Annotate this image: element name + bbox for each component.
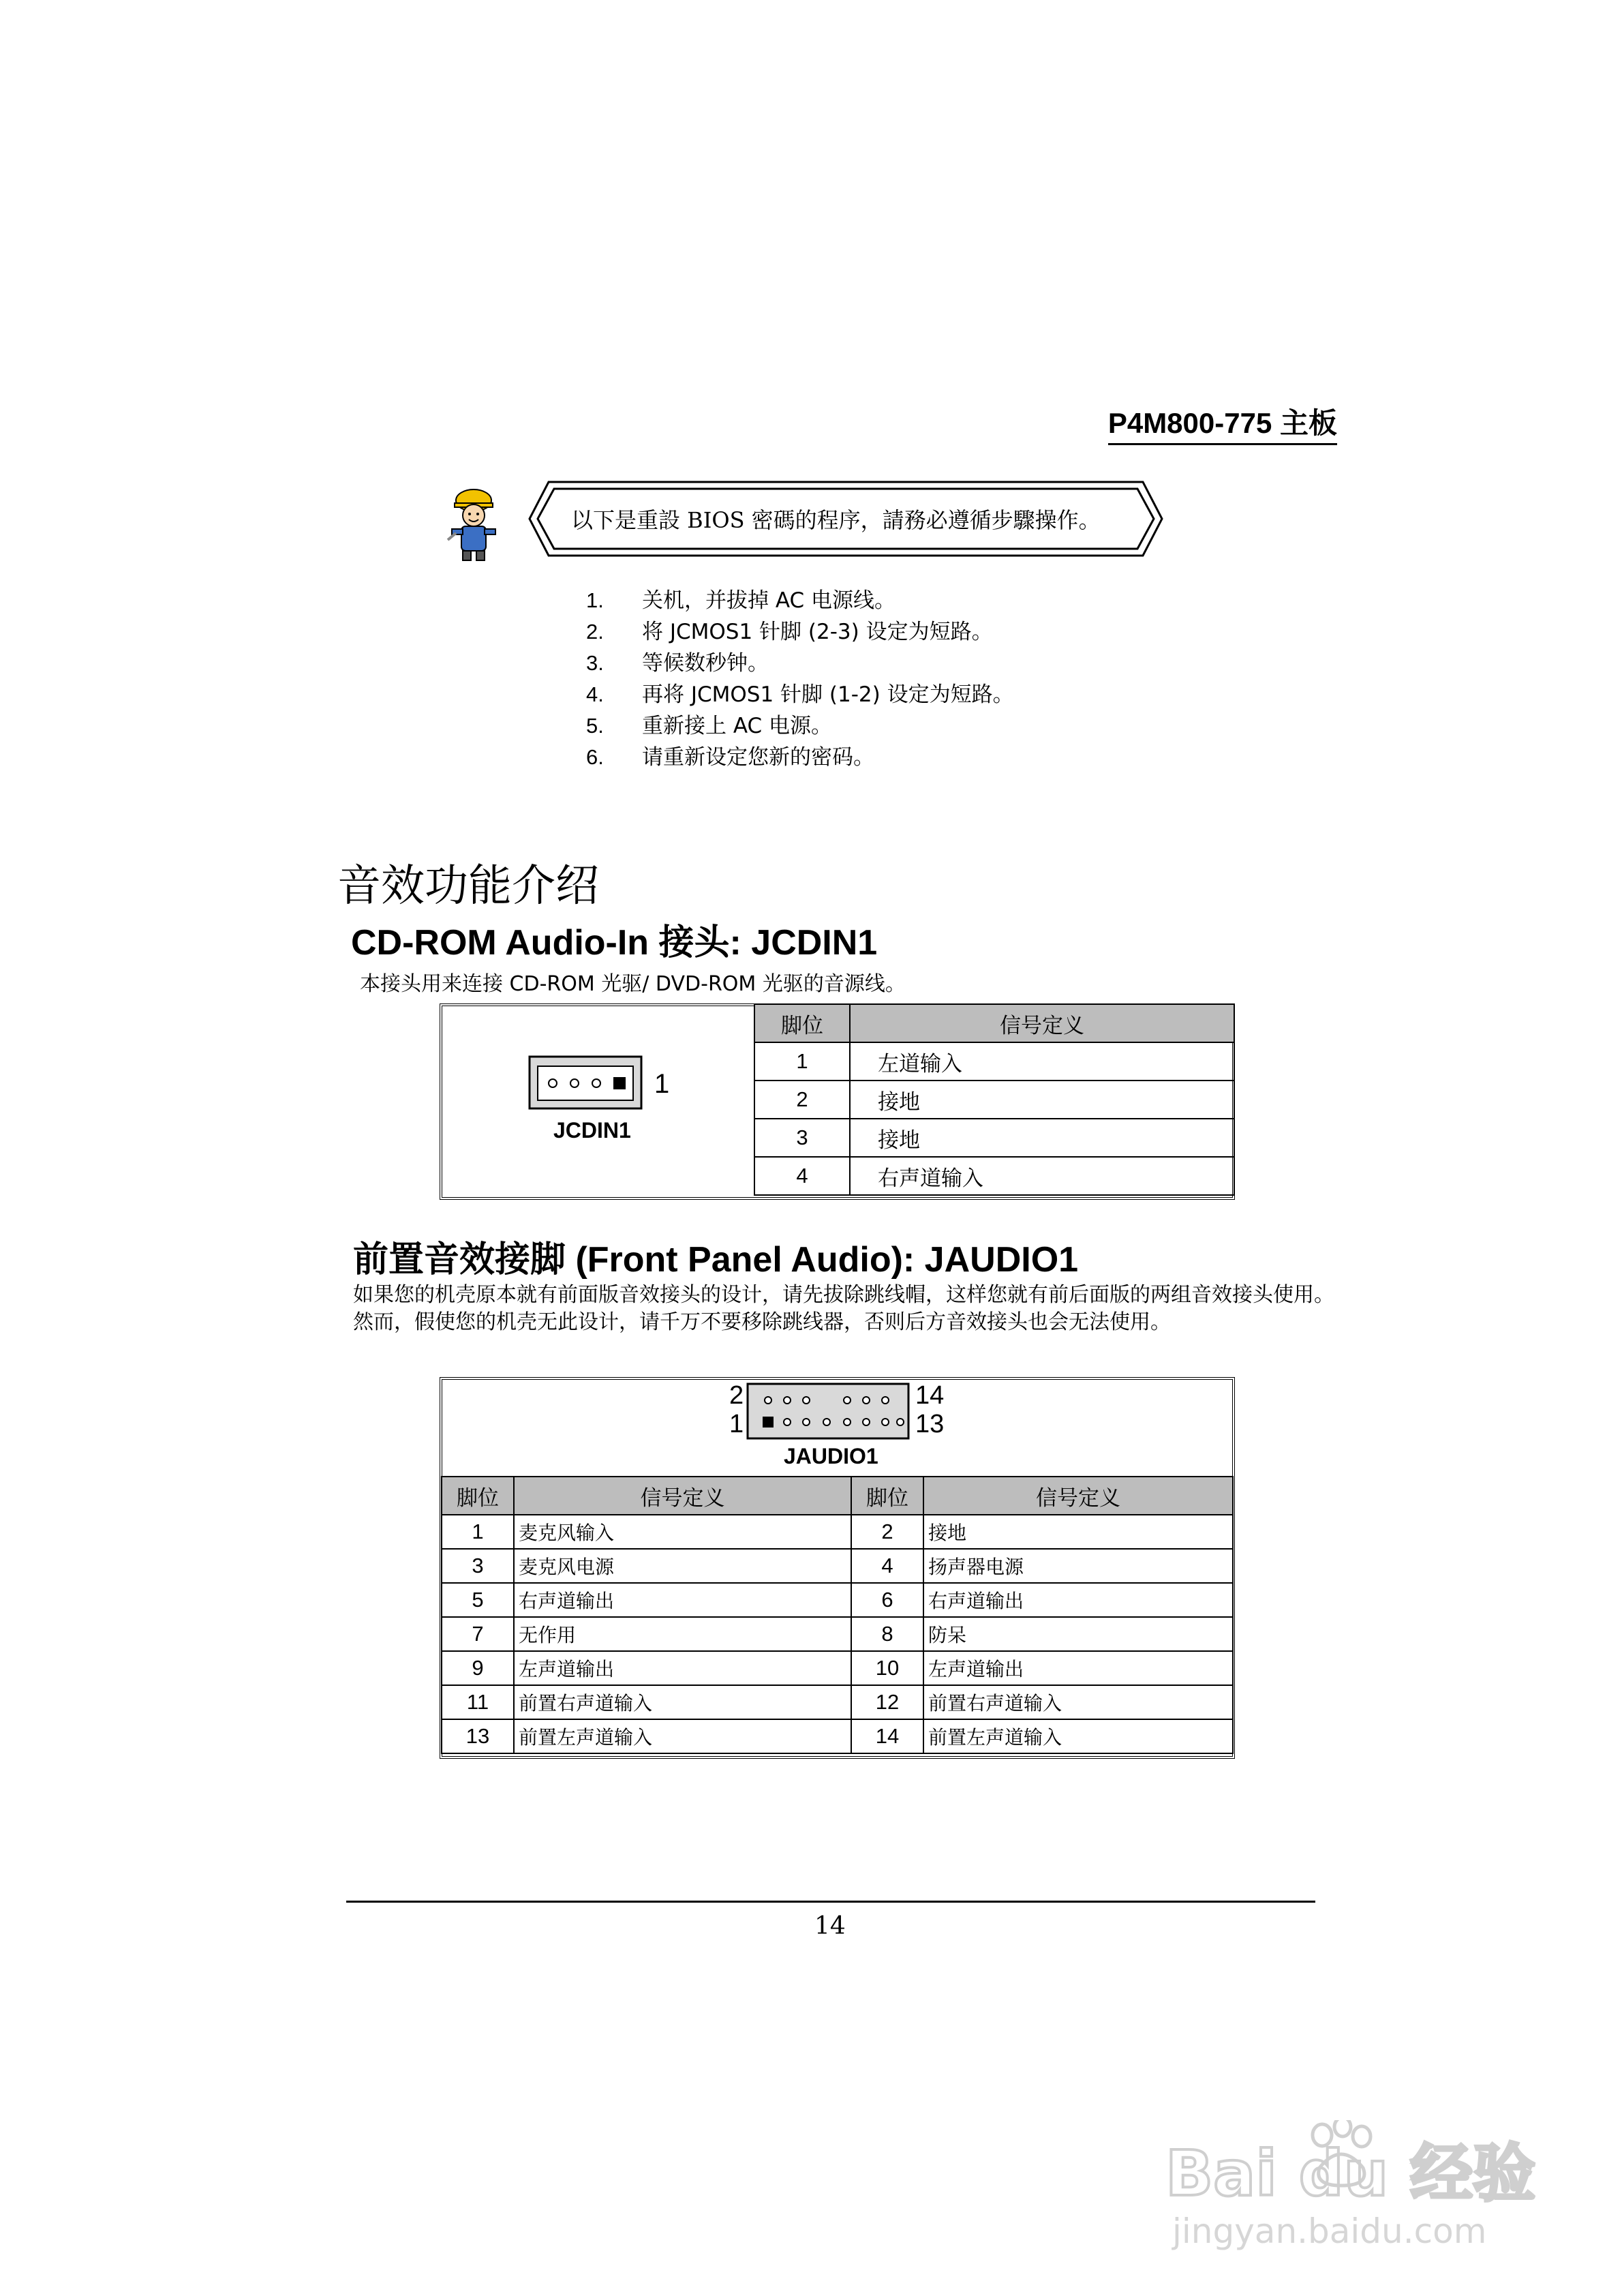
- pin-cell: 1: [442, 1515, 514, 1549]
- column-header-signal: 信号定义: [923, 1477, 1233, 1515]
- column-header-signal: 信号定义: [850, 1004, 1234, 1042]
- table-row: [442, 1685, 1233, 1719]
- jaudio1-pin-label: 13: [915, 1410, 945, 1438]
- step-number: 1.: [586, 588, 604, 612]
- jcdin1-label: JCDIN1: [553, 1118, 631, 1143]
- jaudio1-connector-diagram: [746, 1383, 930, 1444]
- cdrom-pin-table: [754, 1003, 1235, 1196]
- signal-cell: 前置左声道输入: [514, 1719, 851, 1753]
- pin-cell: 4: [754, 1157, 850, 1195]
- step-number: 4.: [586, 682, 604, 706]
- table-header-row: [754, 1004, 1234, 1042]
- table-row: [754, 1119, 1234, 1157]
- table-row: [442, 1651, 1233, 1685]
- footer-divider: [346, 1901, 1315, 1903]
- signal-cell: 右声道输出: [514, 1583, 851, 1617]
- step-number: 3.: [586, 651, 604, 675]
- list-item: [586, 710, 1014, 742]
- step-number: 6.: [586, 745, 604, 769]
- signal-cell: 接地: [850, 1081, 1234, 1119]
- worker-mascot-icon: [446, 485, 501, 562]
- signal-cell: 左声道输出: [923, 1651, 1233, 1685]
- front-panel-heading: 前置音效接脚 (Front Panel Audio): JAUDIO1: [353, 1240, 1079, 1280]
- pin-cell: 12: [851, 1685, 923, 1719]
- jaudio1-label: JAUDIO1: [784, 1444, 878, 1468]
- cdrom-heading: CD-ROM Audio-In 接头: JCDIN1: [351, 923, 878, 963]
- steps-list: [586, 585, 1014, 773]
- signal-cell: 麦克风电源: [514, 1549, 851, 1583]
- signal-cell: 前置左声道输入: [923, 1719, 1233, 1753]
- column-header-signal: 信号定义: [514, 1477, 851, 1515]
- watermark-url-text: jingyan.baidu.com: [1172, 2211, 1487, 2251]
- column-header-pin: 脚位: [442, 1477, 514, 1515]
- table-row: [442, 1617, 1233, 1651]
- list-item: [586, 585, 1014, 616]
- table-row: [754, 1042, 1234, 1081]
- signal-cell: 前置右声道输入: [923, 1685, 1233, 1719]
- list-item: [586, 742, 1014, 773]
- pin-cell: 8: [851, 1617, 923, 1651]
- pin-cell: 9: [442, 1651, 514, 1685]
- pin-cell: 5: [442, 1583, 514, 1617]
- step-text: 再将 JCMOS1 针脚 (1-2) 设定为短路。: [642, 682, 1014, 707]
- table-row: [442, 1515, 1233, 1549]
- pin-cell: 6: [851, 1583, 923, 1617]
- table-row: [754, 1157, 1234, 1195]
- pin-cell: 13: [442, 1719, 514, 1753]
- jaudio1-pin-label: 2: [729, 1381, 744, 1410]
- section-title: 音效功能介绍: [337, 861, 599, 911]
- list-item: [586, 648, 1014, 679]
- signal-cell: 右声道输出: [923, 1583, 1233, 1617]
- pin-cell: 2: [754, 1081, 850, 1119]
- signal-cell: 防呆: [923, 1617, 1233, 1651]
- baidu-jingyan-watermark-logo: [1159, 2120, 1540, 2256]
- signal-cell: 左道输入: [850, 1042, 1234, 1081]
- signal-cell: 无作用: [514, 1617, 851, 1651]
- list-item: [586, 679, 1014, 710]
- jaudio1-pin-label: 14: [915, 1381, 945, 1410]
- page-header-title: P4M800-775 主板: [1108, 401, 1337, 445]
- table-row: [442, 1719, 1233, 1753]
- signal-cell: 前置右声道输入: [514, 1685, 851, 1719]
- jcdin1-connector-diagram: [528, 1055, 643, 1110]
- pin-cell: 7: [442, 1617, 514, 1651]
- signal-cell: 右声道输入: [850, 1157, 1234, 1195]
- step-number: 2.: [586, 620, 604, 644]
- table-row: [442, 1583, 1233, 1617]
- pin-cell: 14: [851, 1719, 923, 1753]
- jaudio1-pin-table: [441, 1476, 1234, 1754]
- page-number: 14: [814, 1912, 846, 1940]
- column-header-pin: 脚位: [851, 1477, 923, 1515]
- signal-cell: 接地: [850, 1119, 1234, 1157]
- step-text: 关机，并拔掉 AC 电源线。: [642, 588, 896, 613]
- jaudio1-pin-label: 1: [729, 1410, 744, 1438]
- pin-cell: 3: [754, 1119, 850, 1157]
- list-item: [586, 616, 1014, 648]
- signal-cell: 左声道输出: [514, 1651, 851, 1685]
- watermark-brand-text: Bai du 经验: [1165, 2137, 1536, 2210]
- step-text: 将 JCMOS1 针脚 (2-3) 设定为短路。: [642, 620, 993, 644]
- table-row: [754, 1081, 1234, 1119]
- step-text: 重新接上 AC 电源。: [642, 714, 833, 738]
- cdrom-description: 本接头用来连接 CD-ROM 光驱/ DVD-ROM 光驱的音源线。: [360, 972, 906, 996]
- table-row: [442, 1549, 1233, 1583]
- step-text: 请重新设定您新的密码。: [642, 745, 874, 770]
- pin-cell: 1: [754, 1042, 850, 1081]
- step-number: 5.: [586, 714, 604, 738]
- pin-cell: 2: [851, 1515, 923, 1549]
- table-header-row: [442, 1477, 1233, 1515]
- step-text: 等候数秒钟。: [642, 651, 769, 676]
- pin-cell: 3: [442, 1549, 514, 1583]
- signal-cell: 接地: [923, 1515, 1233, 1549]
- signal-cell: 麦克风输入: [514, 1515, 851, 1549]
- jcdin1-pin1-label: 1: [654, 1069, 670, 1099]
- column-header-pin: 脚位: [754, 1004, 850, 1042]
- pin-cell: 11: [442, 1685, 514, 1719]
- note-text: 以下是重設 BIOS 密碼的程序，請務必遵循步驟操作。: [571, 507, 1101, 533]
- pin-cell: 4: [851, 1549, 923, 1583]
- pin-cell: 10: [851, 1651, 923, 1685]
- signal-cell: 扬声器电源: [923, 1549, 1233, 1583]
- front-panel-description: 如果您的机壳原本就有前面版音效接头的设计，请先拔除跳线帽，这样您就有前后面版的两组音效接头使用。然而，假使您的机壳无此设计，请千万不要移除跳线器，否则后方音效接头也会无法使用。: [353, 1283, 1334, 1334]
